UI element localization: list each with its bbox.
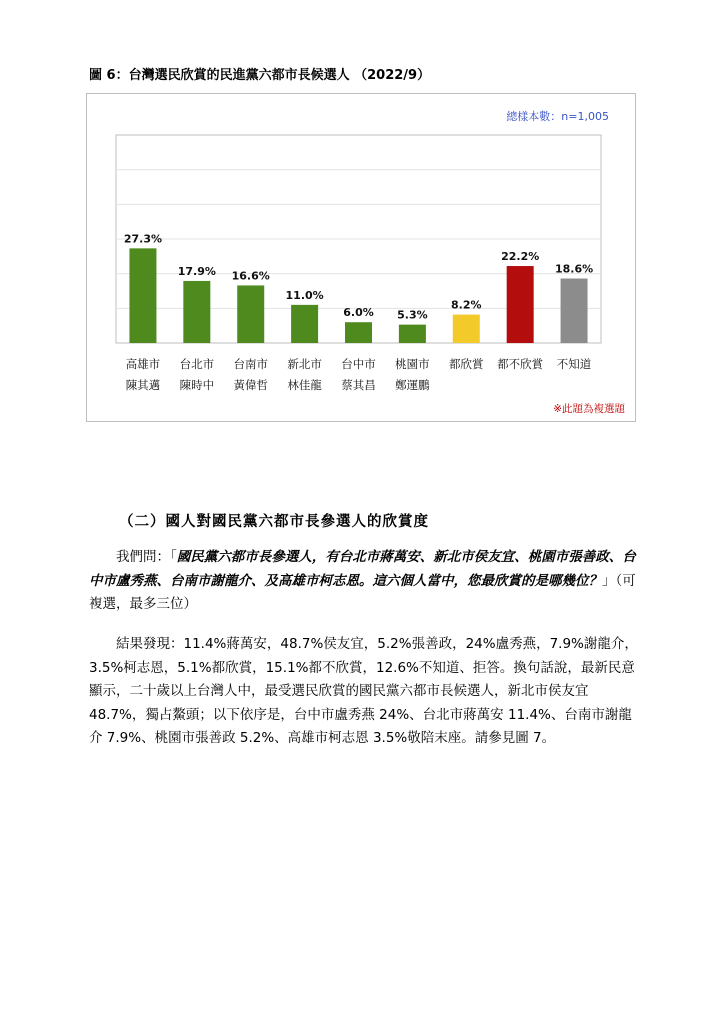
data-label-6: 5.3% (397, 308, 428, 322)
bar-6 (399, 325, 426, 343)
bar-1 (129, 248, 156, 343)
category-label-1-2: 陳其邁 (125, 378, 161, 392)
category-label-8-1: 都不欣賞 (497, 357, 544, 371)
category-label-7-1: 都欣賞 (449, 357, 484, 371)
multiple-choice-footnote: ※此題為複選題 (553, 403, 625, 415)
category-label-2-1: 台北市 (179, 357, 215, 371)
section-heading: （二）國人對國民黨六都市長參選人的欣賞度 (119, 513, 429, 530)
data-label-1: 27.3% (123, 232, 163, 246)
bar-3 (237, 285, 264, 343)
category-label-6-2: 鄭運鵬 (395, 378, 430, 392)
category-label-3-1: 台南市 (233, 357, 268, 371)
bar-9 (561, 279, 588, 343)
chart-frame (86, 93, 636, 422)
survey-question: 國民黨六都市長參選人，有台北市蔣萬安、新北市侯友宜、桃園市張善政、台中市盧秀燕、台南市謝龍介、及高雄市柯志恩。這六個人當中，您最欣賞的是哪幾位？ (89, 549, 636, 589)
data-label-3: 16.6% (231, 269, 270, 283)
question-tail: （可複選，最多三位） (89, 572, 636, 612)
results-text: 結果發現：11.4%蔣萬安，48.7%侯友宜，5.2%張善政，24%盧秀燕，7.9%謝龍介，3.5%柯志恩，5.1%都欣賞，15.1%都不欣賞，12.6%不知道、拒答。換句話說，最新民意顯示，二十歲以上台灣人中，最受選民欣賞的國民黨六都市長候選人，新北市侯友宜 48.7%，獨占鰲頭；以下依序是，台中市盧秀燕 24%、台北市蔣萬安 11.4%、台南市謝龍介 7.9%、桃園市張善政 5.2%、高雄市柯志恩 3.5%敬陪末座。請參見圖 7。 (89, 636, 638, 746)
bar-8 (507, 266, 534, 343)
bar-4 (291, 305, 318, 343)
bar-7 (453, 315, 480, 343)
bar-5 (345, 322, 372, 343)
close-quote: 」 (602, 572, 616, 589)
data-label-5: 6.0% (343, 306, 374, 320)
sample-size-note: 總樣本數：n=1,005 (506, 110, 609, 123)
data-label-9: 18.6% (554, 262, 594, 276)
category-label-5-1: 台中市 (341, 357, 376, 371)
results-paragraph (89, 633, 645, 751)
category-label-9-1: 不知道 (556, 357, 592, 371)
category-label-4-2: 林佳龍 (287, 378, 322, 392)
category-label-4-1: 新北市 (287, 357, 322, 371)
category-label-6-1: 桃園市 (395, 357, 430, 371)
question-paragraph (89, 546, 645, 617)
bar-2 (183, 281, 210, 343)
bar-chart (87, 94, 635, 421)
category-label-3-2: 黃偉哲 (233, 378, 268, 392)
question-lead: 我們問： (116, 549, 170, 565)
open-quote: 「 (170, 549, 177, 565)
figure-caption: 圖 6：台灣選民欣賞的民進黨六都市長候選人 （2022/9） (89, 68, 431, 83)
data-label-4: 11.0% (285, 288, 324, 302)
category-label-1-1: 高雄市 (125, 357, 161, 371)
category-label-5-2: 蔡其昌 (341, 378, 376, 392)
data-label-8: 22.2% (501, 250, 540, 264)
data-label-2: 17.9% (177, 264, 216, 278)
category-label-2-2: 陳時中 (179, 378, 215, 392)
data-label-7: 8.2% (451, 298, 482, 312)
